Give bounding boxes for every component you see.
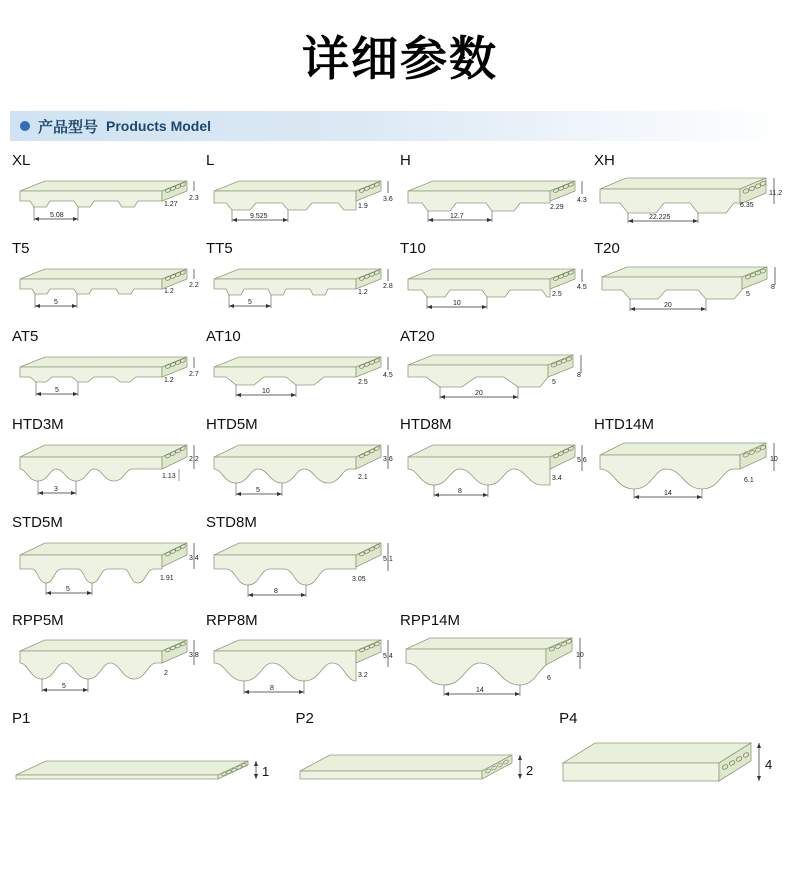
model-row [12, 415, 788, 509]
model-cell [206, 611, 400, 703]
model-cell [206, 239, 400, 323]
flat-belt-cell [559, 709, 788, 793]
model-cell-empty [594, 611, 788, 703]
svg-text:3.4: 3.4 [552, 475, 562, 482]
model-row [12, 513, 788, 607]
belt-figure [594, 173, 788, 235]
svg-text:2.3: 2.3 [189, 195, 199, 202]
model-cell [400, 415, 594, 509]
model-label: AT10 [206, 328, 241, 345]
section-header [10, 111, 790, 141]
svg-text:10: 10 [262, 388, 270, 395]
model-cell-empty [594, 513, 788, 607]
svg-text:1.91: 1.91 [160, 575, 174, 582]
model-label: XH [594, 152, 615, 169]
model-label: STD5M [12, 514, 63, 531]
belt-figure [12, 535, 206, 607]
model-label: T10 [400, 240, 426, 257]
model-label: STD8M [206, 514, 257, 531]
model-label: HTD14M [594, 416, 655, 433]
section-title-en: Products Model [106, 118, 212, 134]
model-cell [12, 611, 206, 703]
model-cell [594, 239, 788, 323]
model-cell [12, 513, 206, 607]
model-label: H [400, 152, 411, 169]
svg-text:2.29: 2.29 [550, 204, 564, 211]
model-label: T5 [12, 240, 30, 257]
svg-text:2: 2 [164, 670, 168, 677]
svg-text:22.225: 22.225 [649, 214, 671, 221]
belt-figure [12, 633, 206, 703]
svg-text:3.4: 3.4 [189, 555, 199, 562]
model-label: HTD8M [400, 416, 452, 433]
flat-belt-row [12, 709, 788, 793]
svg-text:3.05: 3.05 [352, 576, 366, 583]
svg-text:2.2: 2.2 [189, 282, 199, 289]
svg-text:12.7: 12.7 [450, 213, 464, 220]
belt-figure [400, 437, 594, 509]
belt-figure [594, 437, 788, 509]
belt-figure [12, 437, 206, 509]
flat-belt-height: 2 [525, 763, 533, 778]
model-cell [400, 239, 594, 323]
svg-text:4.3: 4.3 [577, 197, 587, 204]
svg-text:1.9: 1.9 [358, 203, 368, 210]
model-label: TT5 [206, 240, 233, 257]
svg-text:2.5: 2.5 [358, 379, 368, 386]
model-label: HTD5M [206, 416, 258, 433]
belt-figure [206, 349, 400, 411]
flat-belt-height: 4 [765, 757, 773, 772]
flat-belt-height: 1 [262, 764, 270, 779]
model-label: RPP14M [400, 612, 461, 629]
svg-text:6.35: 6.35 [740, 202, 754, 209]
belt-figure [400, 261, 594, 323]
flat-belt-cell [296, 709, 560, 793]
belt-figure [206, 633, 400, 703]
belt-figure [12, 173, 206, 235]
model-cell [12, 239, 206, 323]
model-label: AT5 [12, 328, 39, 345]
model-row [12, 151, 788, 235]
model-cell [400, 611, 594, 703]
model-label: RPP8M [206, 612, 258, 629]
dim-pitch: 5.08 [50, 212, 64, 219]
flat-belt-label: P1 [12, 710, 31, 727]
svg-text:6.1: 6.1 [744, 477, 754, 484]
svg-text:5.6: 5.6 [577, 457, 587, 464]
belt-figure [400, 173, 594, 235]
svg-text:5: 5 [54, 299, 58, 306]
svg-text:14: 14 [476, 687, 484, 694]
svg-text:5: 5 [248, 299, 252, 306]
flat-belt-figure [296, 731, 560, 793]
model-cell [400, 327, 594, 411]
svg-text:20: 20 [664, 302, 672, 309]
belt-figure [206, 535, 400, 607]
svg-text:2.7: 2.7 [189, 371, 199, 378]
model-cell [12, 151, 206, 235]
model-cell [206, 151, 400, 235]
model-row [12, 239, 788, 323]
svg-text:14: 14 [664, 490, 672, 497]
svg-text:4.5: 4.5 [577, 284, 587, 291]
bullet-icon [20, 121, 30, 131]
svg-text:8: 8 [577, 372, 581, 379]
svg-text:8: 8 [270, 685, 274, 692]
svg-text:5: 5 [66, 586, 70, 593]
model-cell-empty [400, 513, 594, 607]
svg-text:5: 5 [55, 387, 59, 394]
svg-text:10: 10 [453, 300, 461, 307]
model-cell [206, 415, 400, 509]
flat-belt-label: P2 [295, 710, 314, 727]
model-cell [594, 415, 788, 509]
section-title-cn: 产品型号 [38, 118, 99, 136]
belt-figure [594, 261, 788, 323]
svg-text:6: 6 [547, 675, 551, 682]
svg-text:5: 5 [256, 487, 260, 494]
flat-belt-label: P4 [559, 710, 578, 727]
belt-figure [400, 349, 594, 411]
svg-text:3: 3 [54, 486, 58, 493]
model-label: AT20 [400, 328, 435, 345]
svg-text:1.2: 1.2 [358, 289, 368, 296]
model-label: HTD3M [12, 416, 64, 433]
model-label: T20 [594, 240, 620, 257]
svg-text:9.525: 9.525 [250, 213, 268, 220]
svg-text:3.6: 3.6 [383, 196, 393, 203]
belt-figure [206, 173, 400, 235]
svg-text:4.5: 4.5 [383, 372, 393, 379]
svg-text:5.4: 5.4 [383, 653, 393, 660]
flat-belt-figure [12, 731, 296, 793]
svg-text:10: 10 [770, 456, 778, 463]
svg-text:1.2: 1.2 [164, 377, 174, 384]
svg-text:20: 20 [475, 390, 483, 397]
svg-text:10: 10 [576, 652, 584, 659]
model-cell [400, 151, 594, 235]
svg-text:3.6: 3.6 [383, 456, 393, 463]
svg-text:2.8: 2.8 [383, 283, 393, 290]
model-label: XL [12, 152, 31, 169]
svg-text:5.1: 5.1 [383, 556, 393, 563]
belt-figure [12, 261, 206, 323]
svg-text:8: 8 [274, 588, 278, 595]
svg-text:3.8: 3.8 [189, 652, 199, 659]
svg-text:1.2: 1.2 [164, 288, 174, 295]
svg-text:3.2: 3.2 [358, 672, 368, 679]
model-label: L [206, 152, 215, 169]
model-row [12, 327, 788, 411]
svg-text:1.27: 1.27 [164, 201, 178, 208]
svg-text:8: 8 [458, 488, 462, 495]
svg-text:5: 5 [746, 291, 750, 298]
svg-text:2.5: 2.5 [552, 291, 562, 298]
model-cell [12, 415, 206, 509]
model-label: RPP5M [12, 612, 64, 629]
flat-belt-figure [559, 731, 788, 793]
belt-figure [206, 437, 400, 509]
svg-text:5: 5 [552, 379, 556, 386]
belt-figure [206, 261, 400, 323]
model-cell [12, 327, 206, 411]
model-cell [206, 327, 400, 411]
page-title: 详细参数 [302, 32, 498, 85]
svg-text:8: 8 [771, 284, 775, 291]
belt-figure [400, 633, 594, 703]
model-cell-empty [594, 327, 788, 411]
belt-figure [12, 349, 206, 411]
model-cell [206, 513, 400, 607]
model-cell [594, 151, 788, 235]
svg-text:11.2: 11.2 [769, 190, 783, 197]
flat-belt-cell [12, 709, 296, 793]
model-grid [0, 141, 800, 793]
model-row [12, 611, 788, 703]
svg-text:2.1: 2.1 [358, 474, 368, 481]
svg-text:5: 5 [62, 683, 66, 690]
svg-text:2.2: 2.2 [189, 456, 199, 463]
svg-text:1.13: 1.13 [162, 473, 176, 480]
